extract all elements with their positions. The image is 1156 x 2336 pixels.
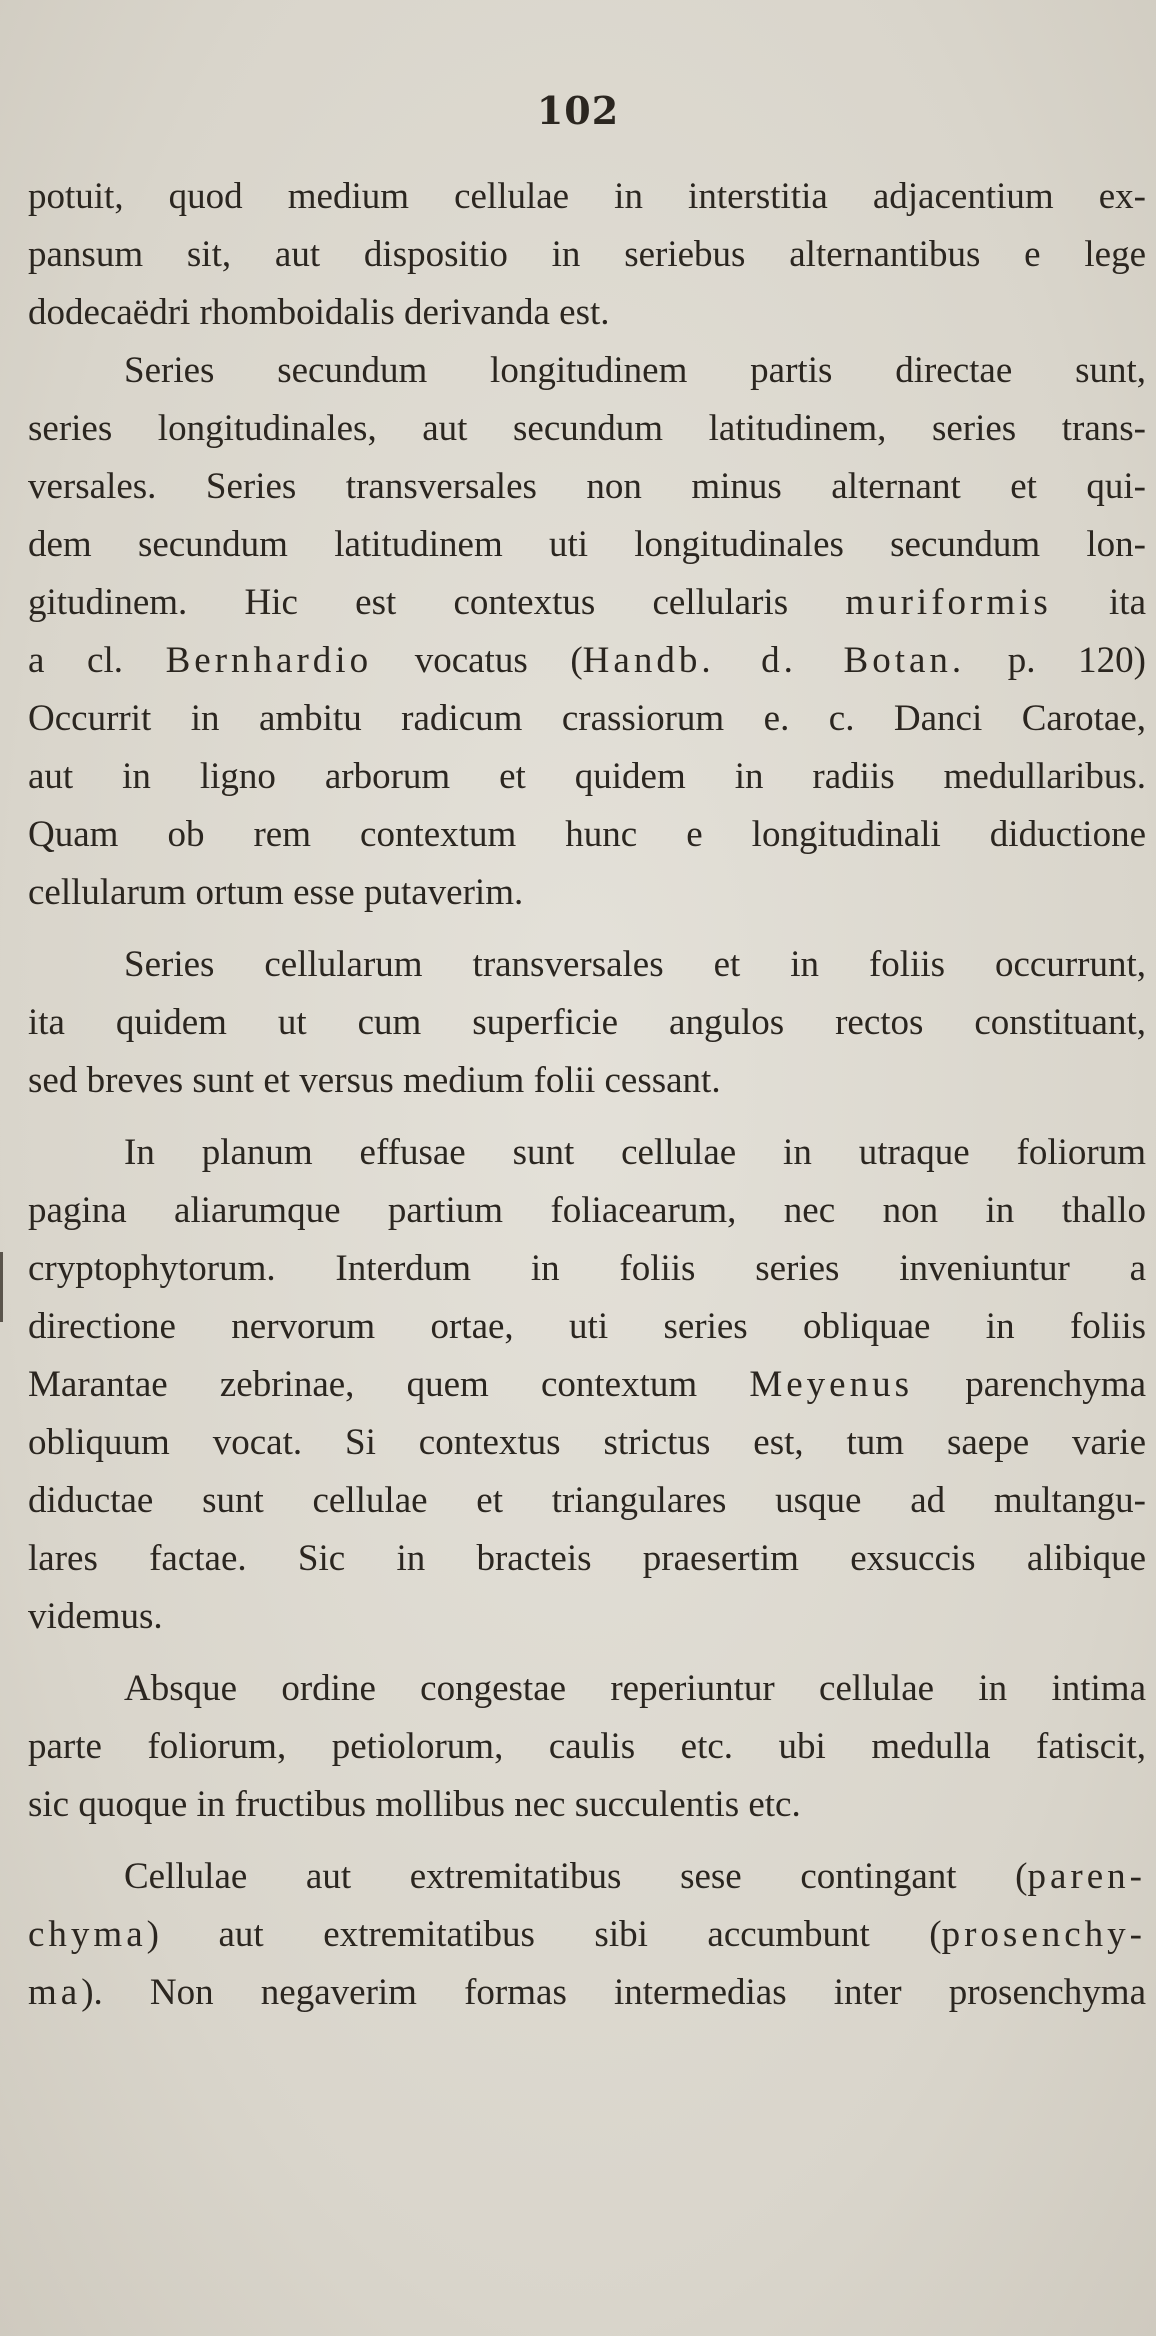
text-line: Absque ordine congestae reperiuntur cellulae in intima — [124, 1668, 1146, 1709]
page-number: 102 — [536, 88, 620, 133]
text-line: versales. Series transversales non minus alternant et qui- — [28, 466, 1146, 507]
text-line: directione nervorum ortae, uti series obliquae in foliis — [28, 1306, 1146, 1347]
text-line: Occurrit in ambitu radicum crassiorum e. c. Danci Carotae, — [28, 698, 1146, 739]
paragraph-gap — [28, 922, 1146, 936]
body-text — [28, 168, 1146, 2022]
paragraph-gap — [28, 1834, 1146, 1848]
text-line: obliquum vocat. Si contextus strictus est, tum saepe varie — [28, 1422, 1146, 1463]
text-line: pagina aliarumque partium foliacearum, nec non in thallo — [28, 1190, 1146, 1231]
text-line: sed breves sunt et versus medium folii cessant. — [28, 1060, 721, 1101]
text-line — [28, 1848, 1146, 1906]
text-line: sic quoque in fructibus mollibus nec succulentis etc. — [28, 1784, 801, 1825]
text-line: series longitudinales, aut secundum latitudinem, series trans- — [28, 408, 1146, 449]
text-segment: ita — [1051, 582, 1146, 623]
emphasized-term: muriformis — [845, 582, 1052, 623]
emphasized-name: Meyenus — [749, 1364, 914, 1405]
text-segment: ). Non negaverim formas intermedias inter prosenchyma — [81, 1972, 1146, 2013]
text-line: ita quidem ut cum superficie angulos rectos constituant, — [28, 1002, 1146, 1043]
text-segment: vocatus ( — [372, 640, 583, 681]
text-segment: gitudinem. Hic est contextus cellularis — [28, 582, 846, 623]
text-line: Series cellularum transversales et in foliis occurrunt, — [124, 944, 1146, 985]
text-line: potuit, quod medium cellulae in interstitia adjacentium ex- — [28, 176, 1146, 217]
paragraph-gap — [28, 1646, 1146, 1660]
margin-mark — [0, 1252, 3, 1322]
emphasized-term: ma — [28, 1972, 82, 2013]
emphasized-citation: Handb. d. Botan. — [582, 640, 966, 681]
text-line — [28, 1964, 1146, 2022]
text-line: In planum effusae sunt cellulae in utraque foliorum — [124, 1132, 1146, 1173]
text-segment: p. 120) — [965, 640, 1146, 681]
emphasized-term: prosenchy- — [941, 1914, 1146, 1955]
text-line — [28, 632, 1146, 690]
text-line: parte foliorum, petiolorum, caulis etc. ubi medulla fatiscit, — [28, 1726, 1146, 1767]
text-segment: Cellulae aut extremitatibus sese contingant ( — [124, 1856, 1028, 1897]
text-segment: parenchyma — [913, 1364, 1146, 1405]
emphasized-term: paren- — [1027, 1856, 1146, 1897]
paragraph-gap — [28, 1110, 1146, 1124]
text-line: aut in ligno arborum et quidem in radiis medullaribus. — [28, 756, 1146, 797]
text-line: cellularum ortum esse putaverim. — [28, 872, 524, 913]
text-segment: a cl. — [28, 640, 166, 681]
text-line: videmus. — [28, 1596, 163, 1637]
text-segment: ) aut extremitatibus sibi accumbunt ( — [146, 1914, 942, 1955]
text-line: dodecaëdri rhomboidalis derivanda est. — [28, 292, 610, 333]
text-line — [28, 1356, 1146, 1414]
text-line: dem secundum latitudinem uti longitudinales secundum lon- — [28, 524, 1146, 565]
emphasized-term: chyma — [28, 1914, 147, 1955]
text-line: Series secundum longitudinem partis directae sunt, — [124, 350, 1146, 391]
text-line: cryptophytorum. Interdum in foliis series inveniuntur a — [28, 1248, 1146, 1289]
text-line: diductae sunt cellulae et triangulares usque ad multangu- — [28, 1480, 1146, 1521]
text-line: lares factae. Sic in bracteis praesertim exsuccis alibique — [28, 1538, 1146, 1579]
text-line — [28, 574, 1146, 632]
text-line: Quam ob rem contextum hunc e longitudinali diductione — [28, 814, 1146, 855]
emphasized-name: Bernhardio — [165, 640, 373, 681]
text-line: pansum sit, aut dispositio in seriebus alternantibus e lege — [28, 234, 1146, 275]
text-segment: Marantae zebrinae, quem contextum — [28, 1364, 750, 1405]
text-line — [28, 1906, 1146, 1964]
